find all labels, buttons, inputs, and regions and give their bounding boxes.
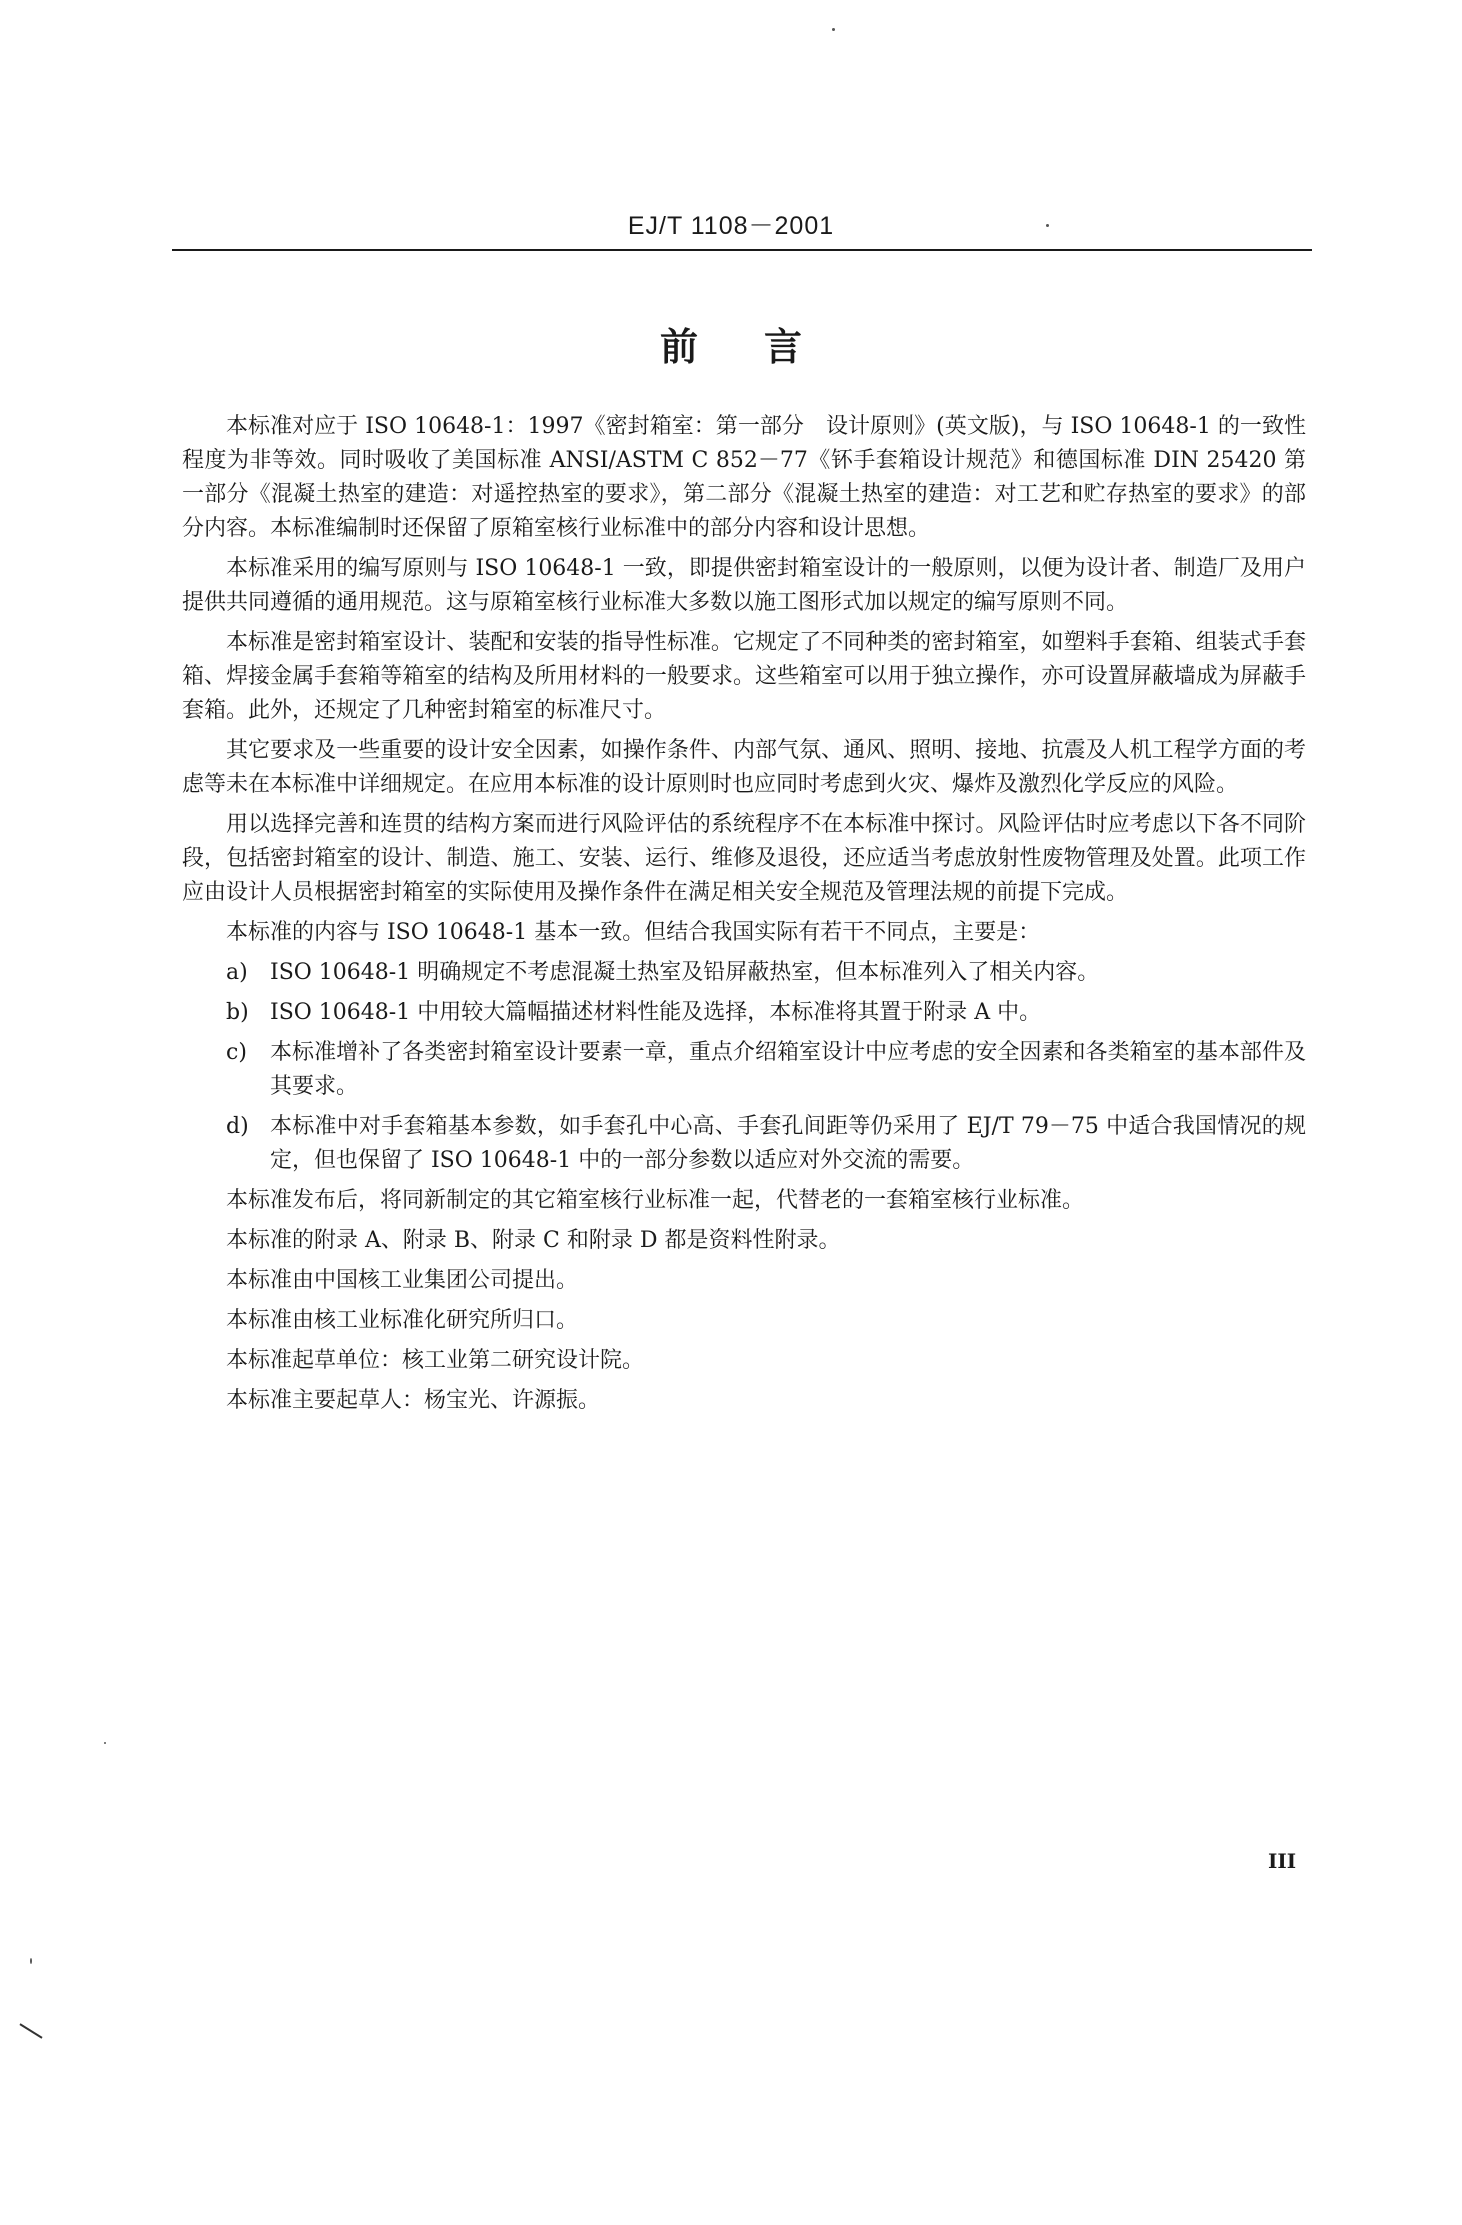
list-item xyxy=(182,956,1306,990)
list-item-text: 本标准增补了各类密封箱室设计要素一章，重点介绍箱室设计中应考虑的安全因素和各类箱室的基本部件及其要求。 xyxy=(270,1040,1306,1099)
line-drafting-unit: 本标准起草单位：核工业第二研究设计院。 xyxy=(226,1348,645,1373)
header-rule xyxy=(172,249,1312,251)
paragraph-drafting-principle: 本标准采用的编写原则与 ISO 10648-1 一致，即提供密封箱室设计的一般原则，以便为设计者、制造厂及用户提供共同遵循的通用规范。这与原箱室核行业标准大多数以施工图形式加以规定的编写原则不同。 xyxy=(182,556,1306,615)
paragraph-differences-intro: 本标准的内容与 ISO 10648-1 基本一致。但结合我国实际有若干不同点，主要是： xyxy=(226,920,1041,945)
line-responsible-unit: 本标准由核工业标准化研究所归口。 xyxy=(226,1308,579,1333)
list-item xyxy=(182,996,1306,1030)
scan-speck xyxy=(30,1958,32,1964)
list-item xyxy=(182,1110,1306,1178)
list-item-marker: c) xyxy=(226,1040,247,1065)
page-title: 前言 xyxy=(659,325,868,369)
line-replacement-notice: 本标准发布后，将同新制定的其它箱室核行业标准一起，代替老的一套箱室核行业标准。 xyxy=(226,1188,1085,1213)
list-item-text: ISO 10648-1 明确规定不考虑混凝土热室及铅屏蔽热室，但本标准列入了相关内容。 xyxy=(270,960,1100,985)
scan-speck xyxy=(832,28,835,31)
line-appendices: 本标准的附录 A、附录 B、附录 C 和附录 D 都是资料性附录。 xyxy=(226,1228,841,1253)
page-number: III xyxy=(1268,1849,1297,1873)
foreword-body xyxy=(182,410,1306,1424)
paragraph-correspondence: 本标准对应于 ISO 10648-1：1997《密封箱室：第一部分 设计原则》(英文版)，与 ISO 10648-1 的一致性程度为非等效。同时吸收了美国标准 ANSI/ASTM C 852－77《钚手套箱设计规范》和德国标准 DIN 25420 第一部分《混凝土热室的建造：对遥控热室的要求》，第二部分《混凝土热室的建造：对工艺和贮存热室的要求》的部分内容。本标准编制时还保留了原箱室核行业标准中的部分内容和设计思想。 xyxy=(182,414,1306,541)
list-item xyxy=(182,1036,1306,1104)
list-item-marker: b) xyxy=(226,1000,249,1025)
scan-speck xyxy=(1046,224,1049,227)
list-item-text: ISO 10648-1 中用较大篇幅描述材料性能及选择，本标准将其置于附录 A 中。 xyxy=(270,1000,1042,1025)
scan-speck xyxy=(104,1742,106,1744)
line-drafters: 本标准主要起草人：杨宝光、许源振。 xyxy=(226,1388,601,1413)
list-item-marker: d) xyxy=(226,1114,249,1139)
standard-code-header: EJ/T 1108－2001 xyxy=(627,212,835,240)
list-item-marker: a) xyxy=(226,960,248,985)
list-item-text: 本标准中对手套箱基本参数，如手套孔中心高、手套孔间距等仍采用了 EJ/T 79－75 中适合我国情况的规定，但也保留了 ISO 10648-1 中的一部分参数以适应对外交流的需要。 xyxy=(270,1114,1306,1173)
scan-stroke-mark xyxy=(19,2023,42,2038)
line-proposer: 本标准由中国核工业集团公司提出。 xyxy=(226,1268,579,1293)
paragraph-scope: 本标准是密封箱室设计、装配和安装的指导性标准。它规定了不同种类的密封箱室，如塑料手套箱、组装式手套箱、焊接金属手套箱等箱室的结构及所用材料的一般要求。这些箱室可以用于独立操作，亦可设置屏蔽墙成为屏蔽手套箱。此外，还规定了几种密封箱室的标准尺寸。 xyxy=(182,630,1306,723)
paragraph-other-requirements: 其它要求及一些重要的设计安全因素，如操作条件、内部气氛、通风、照明、接地、抗震及人机工程学方面的考虑等未在本标准中详细规定。在应用本标准的设计原则时也应同时考虑到火灾、爆炸及激烈化学反应的风险。 xyxy=(182,738,1306,797)
paragraph-risk-assessment: 用以选择完善和连贯的结构方案而进行风险评估的系统程序不在本标准中探讨。风险评估时应考虑以下各不同阶段，包括密封箱室的设计、制造、施工、安装、运行、维修及退役，还应适当考虑放射性废物管理及处置。此项工作应由设计人员根据密封箱室的实际使用及操作条件在满足相关安全规范及管理法规的前提下完成。 xyxy=(182,812,1306,905)
